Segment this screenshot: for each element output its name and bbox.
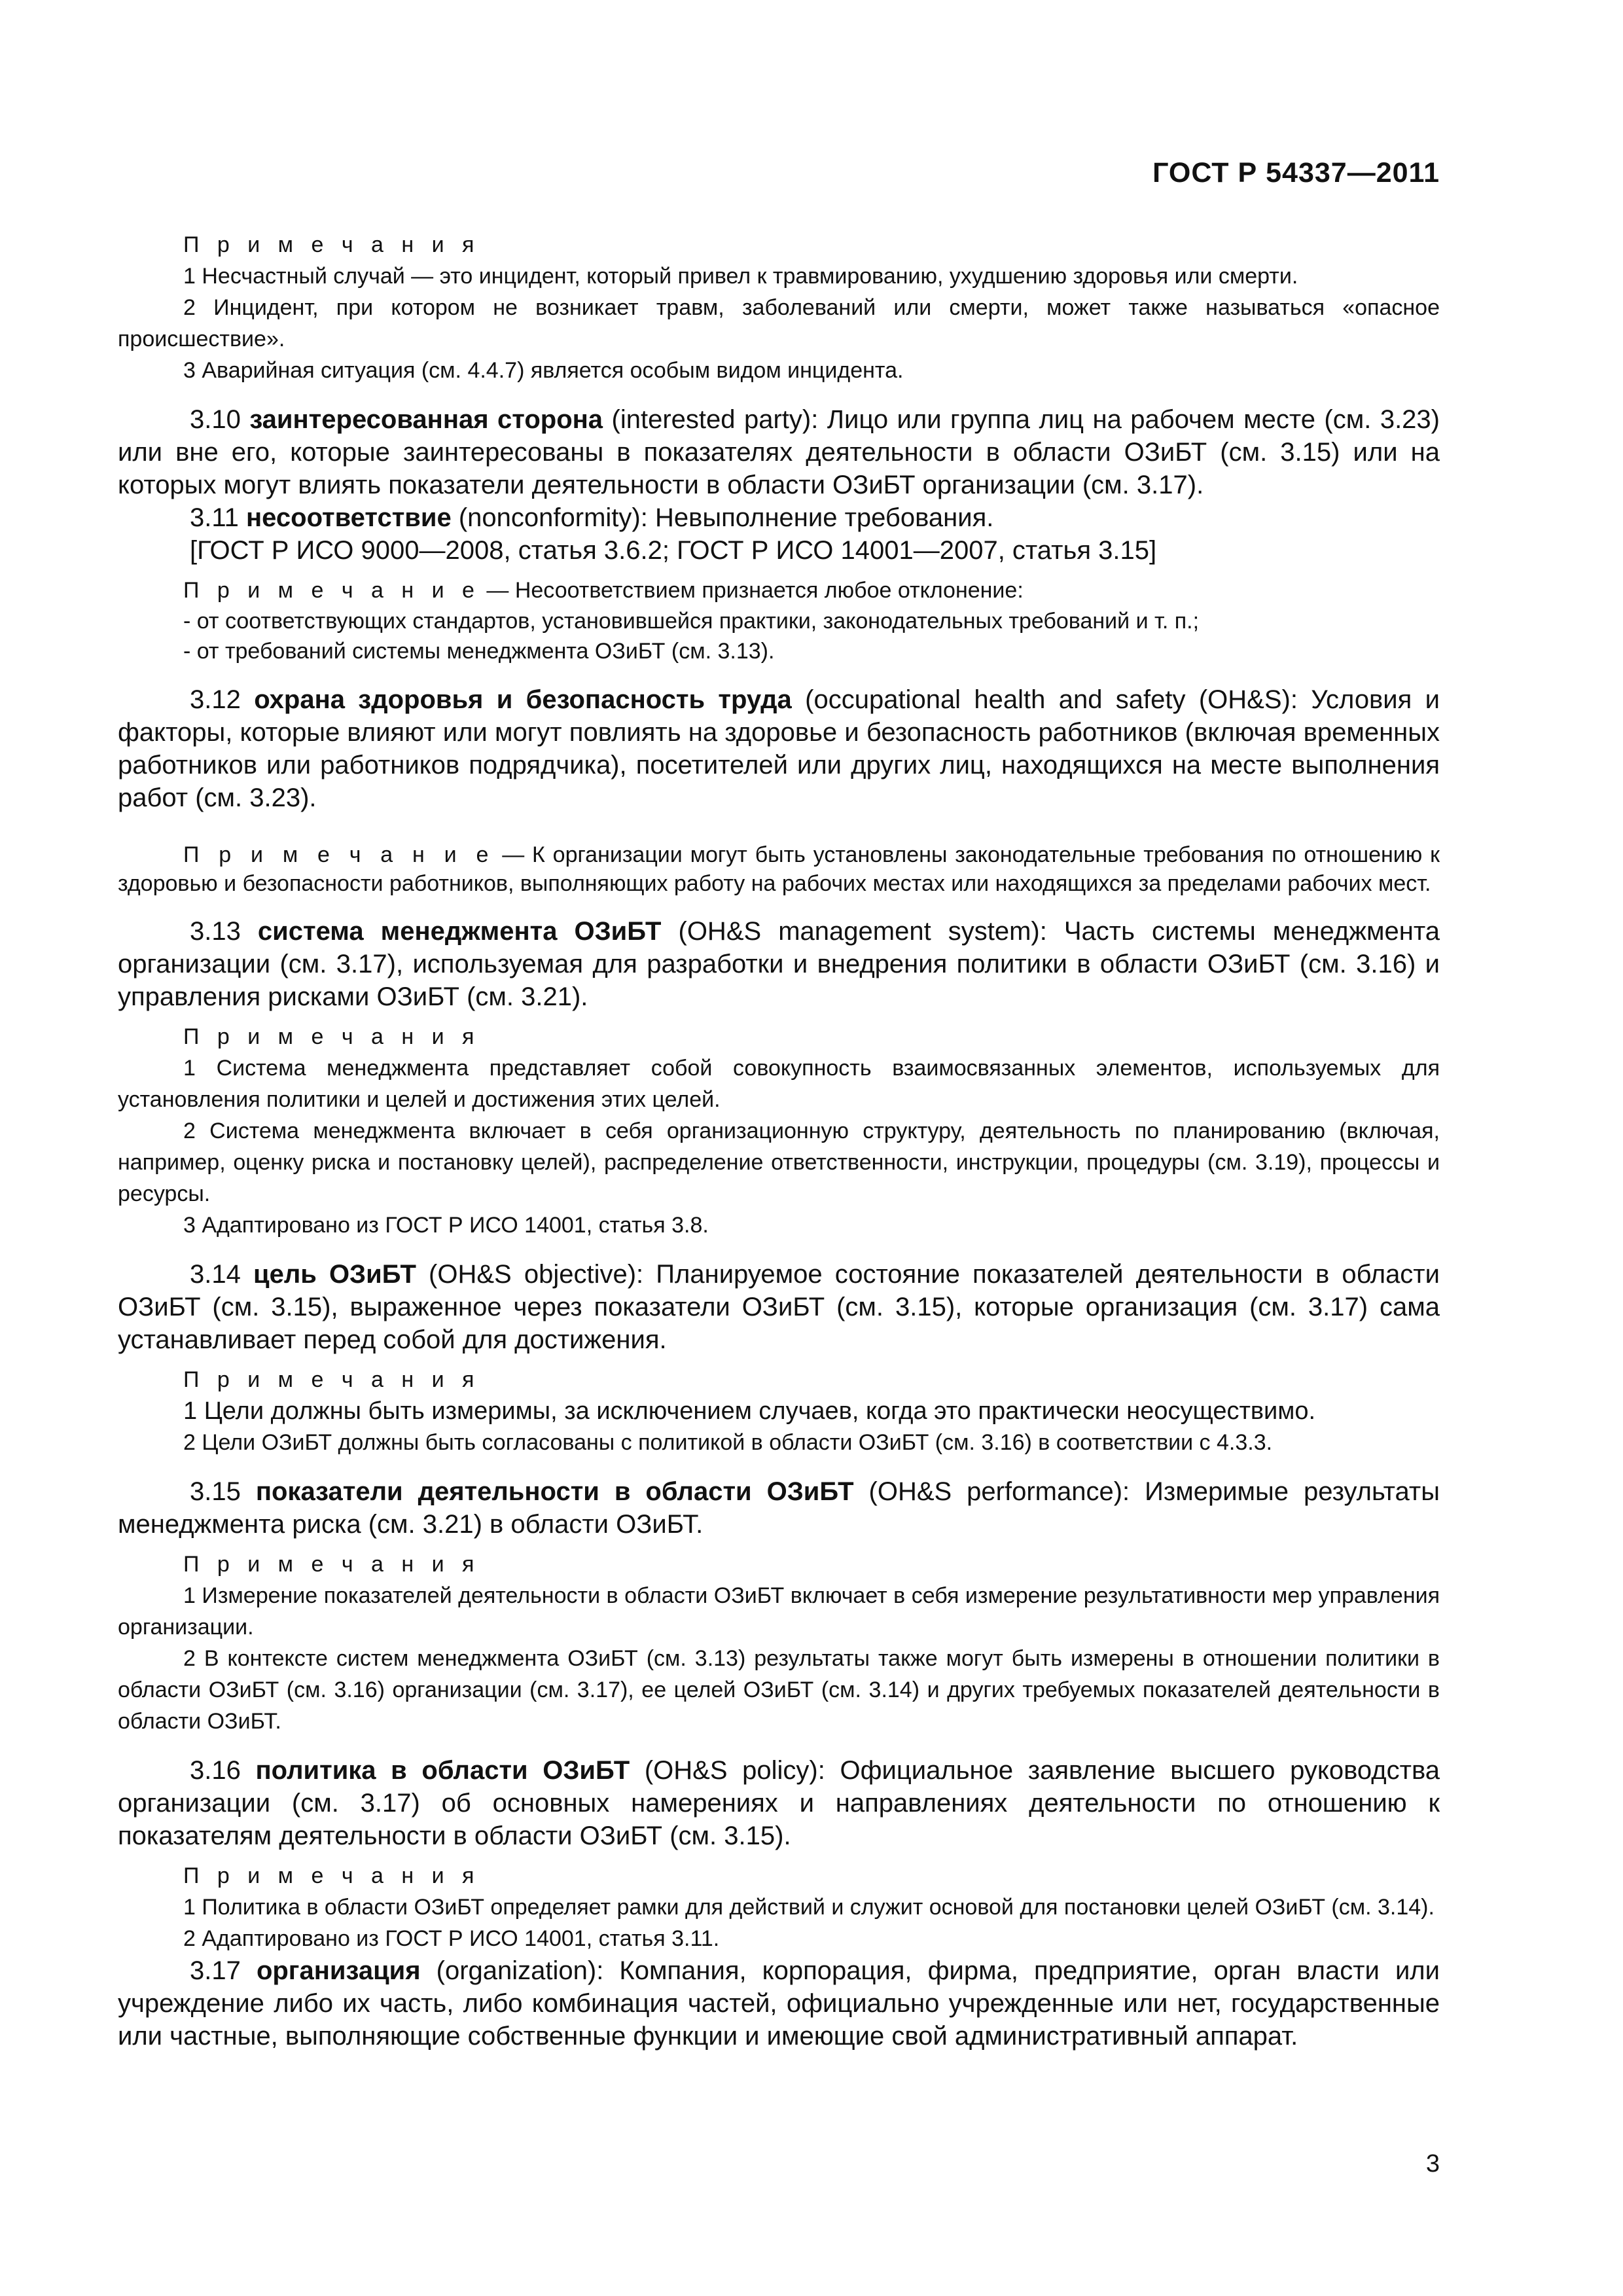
term-number: 3.12 <box>190 685 241 714</box>
note-dash-item: - от соответствующих стандартов, установившейся практики, законодательных требований и т. п.; <box>183 609 1200 634</box>
term-definition: (organization): Компания, корпорация, фирма, предприятие, орган власти или учреждение либо их часть, либо комбинация частей, официально учрежденные или нет, государственные или частные, выполняющие собственные функции и имеющие свой административный аппарат. <box>118 1956 1440 2051</box>
note-item: 2 Инцидент, при котором не возникает травм, заболеваний или смерти, может также называться «опасное происшествие». <box>118 295 1440 351</box>
term-definition: (nonconformity): Невыполнение требования. <box>458 503 994 532</box>
note-item: 1 Система менеджмента представляет собой совокупность взаимосвязанных элементов, используемых для установления политики и целей и достижения этих целей. <box>118 1056 1440 1112</box>
note-item: 1 Несчастный случай — это инцидент, который привел к травмированию, ухудшению здоровья или смерти. <box>183 264 1298 289</box>
term-3-12 <box>118 683 1440 814</box>
term-number: 3.13 <box>190 917 241 946</box>
note-text: — К организации могут быть установлены законодательные требования по отношению к здоровью и безопасности работников, выполняющих работу на рабочих местах или находящихся за пределами рабочих мест. <box>118 842 1440 896</box>
term-number: 3.17 <box>190 1956 241 1985</box>
note-text: — Несоответствием признается любое отклонение: <box>480 578 1024 603</box>
term-definition: (interested party): Лицо или группа лиц на рабочем месте (см. 3.23) или вне его, которые заинтересованы в показателях деятельности в области ОЗиБТ (см. 3.15) или на которых могут влиять показатели деятельности в области ОЗиБТ организации (см. 3.17). <box>118 405 1440 499</box>
term-3-17 <box>118 1954 1440 2053</box>
term-3-10 <box>118 403 1440 501</box>
note-item: 1 Политика в области ОЗиБТ определяет рамки для действий и служит основой для постановки целей ОЗиБТ (см. 3.14). <box>183 1895 1435 1920</box>
note-item <box>118 840 1440 898</box>
note-item: 1 Цели должны быть измеримы, за исключением случаев, когда это практически неосуществимо. <box>183 1397 1316 1425</box>
term-definition: (OH&S policy): Официальное заявление высшего руководства организации (см. 3.17) об основных намерениях и направлениях деятельности по отношению к показателям деятельности в области ОЗиБТ (см. 3.15). <box>118 1756 1440 1850</box>
term-definition: (occupational health and safety (OH&S): Условия и факторы, которые влияют или могут повлиять на здоровье и безопасность работников (включая временных работников или работников подрядчика), посетителей или других лиц, находящихся на месте выполнения работ (см. 3.23). <box>118 685 1440 812</box>
term-definition: (OH&S management system): Часть системы менеджмента организации (см. 3.17), используемая для разработки и внедрения политики в области ОЗиБТ (см. 3.16) и управления рисками ОЗиБТ (см. 3.21). <box>118 917 1440 1011</box>
term-number: 3.10 <box>190 405 241 434</box>
note-item: 3 Аварийная ситуация (см. 4.4.7) является особым видом инцидента. <box>183 358 904 383</box>
term-name: политика в области ОЗиБТ <box>255 1756 630 1785</box>
page-number: 3 <box>1425 2150 1440 2178</box>
term-name: система менеджмента ОЗиБТ <box>257 917 662 946</box>
note-item: 3 Адаптировано из ГОСТ Р ИСО 14001, статья 3.8. <box>183 1213 709 1238</box>
note-item <box>118 575 1440 606</box>
term-name: показатели деятельности в области ОЗиБТ <box>255 1477 854 1506</box>
term-definition: (OH&S performance): Измеримые результаты менеджмента риска (см. 3.21) в области ОЗиБТ. <box>118 1477 1440 1539</box>
term-3-15 <box>118 1475 1440 1541</box>
term-name: охрана здоровья и безопасность труда <box>254 685 792 714</box>
term-number: 3.11 <box>190 503 239 532</box>
note-item: 2 В контексте систем менеджмента ОЗиБТ (см. 3.13) результаты также могут быть измерены в отношении политики в области ОЗиБТ (см. 3.16) организации (см. 3.17), ее целей ОЗиБТ (см. 3.14) и других требуемых показателей деятельности в области ОЗиБТ. <box>118 1646 1440 1734</box>
term-number: 3.14 <box>190 1260 241 1289</box>
term-3-11 <box>118 501 1440 534</box>
term-number: 3.15 <box>190 1477 241 1506</box>
term-number: 3.16 <box>190 1756 241 1785</box>
term-name: несоответствие <box>246 503 452 532</box>
term-definition: (OH&S objective): Планируемое состояние показателей деятельности в области ОЗиБТ (см. 3.15), выраженное через показатели ОЗиБТ (см. 3.15), которые организация (см. 3.17) сама устанавливает перед собой для достижения. <box>118 1260 1440 1354</box>
notes-title: П р и м е ч а н и я <box>183 1367 480 1392</box>
note-label: П р и м е ч а н и е <box>183 842 495 867</box>
term-name: организация <box>256 1956 421 1985</box>
note-label: П р и м е ч а н и е <box>183 578 480 603</box>
term-3-16 <box>118 1754 1440 1852</box>
note-item: 2 Адаптировано из ГОСТ Р ИСО 14001, статья 3.11. <box>183 1926 720 1951</box>
notes-title: П р и м е ч а н и я <box>183 1024 480 1049</box>
term-3-13 <box>118 915 1440 1013</box>
document-body <box>118 229 1440 2053</box>
notes-title: П р и м е ч а н и я <box>183 1552 480 1577</box>
note-item: 1 Измерение показателей деятельности в области ОЗиБТ включает в себя измерение результативности мер управления организации. <box>118 1583 1440 1640</box>
notes-title: П р и м е ч а н и я <box>183 1863 480 1888</box>
notes-title: П р и м е ч а н и я <box>183 232 480 257</box>
note-dash-item: - от требований системы менеджмента ОЗиБТ (см. 3.13). <box>183 639 775 664</box>
term-name: цель ОЗиБТ <box>253 1260 416 1289</box>
term-name: заинтересованная сторона <box>249 405 603 434</box>
note-item: 2 Цели ОЗиБТ должны быть согласованы с политикой в области ОЗиБТ (см. 3.16) в соответствии с 4.3.3. <box>183 1430 1273 1455</box>
term-reference: [ГОСТ Р ИСО 9000—2008, статья 3.6.2; ГОСТ Р ИСО 14001—2007, статья 3.15] <box>190 536 1157 565</box>
term-3-14 <box>118 1258 1440 1356</box>
note-item: 2 Система менеджмента включает в себя организационную структуру, деятельность по планированию (включая, например, оценку риска и постановку целей), распределение ответственности, инструкции, процедуры (см. 3.19), процессы и ресурсы. <box>118 1119 1440 1206</box>
document-code: ГОСТ Р 54337—2011 <box>1152 157 1440 188</box>
